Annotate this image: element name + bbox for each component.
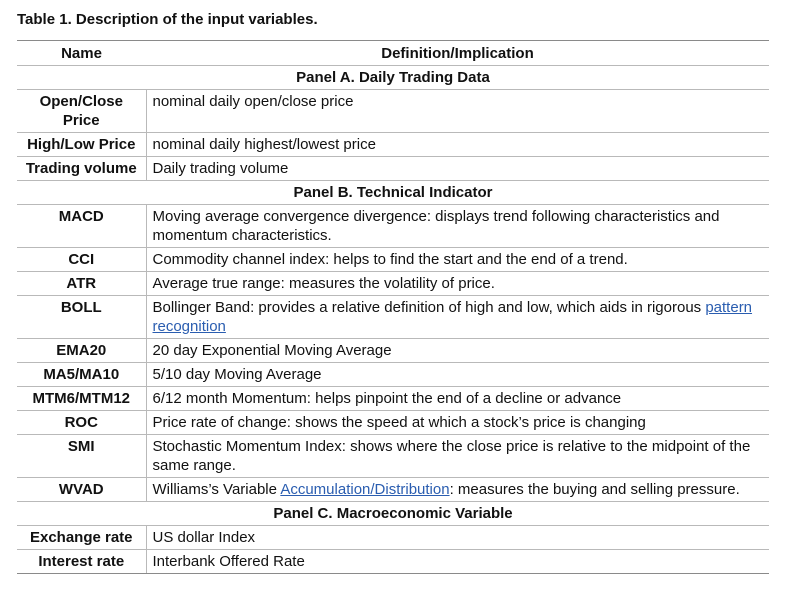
variable-name: MTM6/MTM12	[17, 387, 146, 411]
variable-name: ROC	[17, 411, 146, 435]
definition-text: 5/10 day Moving Average	[152, 366, 322, 383]
variable-name: EMA20	[17, 339, 146, 363]
header-definition: Definition/Implication	[146, 41, 769, 66]
definition-link[interactable]: Accumulation/Distribution	[280, 481, 450, 498]
panel-title: Panel A. Daily Trading Data	[17, 66, 769, 90]
variable-name: Open/Close Price	[17, 90, 146, 133]
variable-name: High/Low Price	[17, 133, 146, 157]
table-caption: Table 1. Description of the input variables.	[17, 11, 318, 28]
variable-name: BOLL	[17, 296, 146, 339]
definition-text: Interbank Offered Rate	[152, 553, 305, 570]
table-row	[17, 133, 769, 157]
variable-definition	[146, 526, 769, 550]
table-row	[17, 339, 769, 363]
variable-definition	[146, 205, 769, 248]
variable-definition	[146, 478, 769, 502]
panel-row	[17, 502, 769, 526]
variable-definition	[146, 339, 769, 363]
definition-text: Average true range: measures the volatility of price.	[152, 275, 495, 292]
definition-text: Williams’s Variable	[152, 481, 281, 498]
panel-title: Panel B. Technical Indicator	[17, 181, 769, 205]
variable-definition	[146, 157, 769, 181]
table-row	[17, 526, 769, 550]
variable-definition	[146, 435, 769, 478]
definition-text: Price rate of change: shows the speed at which a stock’s price is changing	[152, 414, 646, 431]
table-row	[17, 387, 769, 411]
table-row	[17, 296, 769, 339]
variable-definition	[146, 272, 769, 296]
variable-definition	[146, 550, 769, 574]
header-row	[17, 41, 769, 66]
definition-text: Stochastic Momentum Index: shows where the close price is relative to the midpoint of the same range.	[152, 438, 751, 474]
definition-text: : measures the buying and selling pressure.	[449, 481, 740, 498]
panel-row	[17, 181, 769, 205]
definition-link[interactable]: pattern recognition	[152, 299, 753, 335]
table-row	[17, 435, 769, 478]
definition-text: nominal daily highest/lowest price	[152, 136, 376, 153]
variable-definition	[146, 363, 769, 387]
variable-name: Exchange rate	[17, 526, 146, 550]
variable-definition	[146, 90, 769, 133]
variable-definition	[146, 248, 769, 272]
definition-text: nominal daily open/close price	[152, 93, 354, 110]
table-body	[17, 66, 769, 574]
table-row	[17, 478, 769, 502]
definition-text: Moving average convergence divergence: displays trend following characteristics and momentum characteristics.	[152, 208, 720, 244]
variable-definition	[146, 387, 769, 411]
variable-name: Interest rate	[17, 550, 146, 574]
table-row	[17, 550, 769, 574]
definition-text: 20 day Exponential Moving Average	[152, 342, 392, 359]
table-row	[17, 411, 769, 435]
variable-name: ATR	[17, 272, 146, 296]
table-row	[17, 90, 769, 133]
panel-row	[17, 66, 769, 90]
table-row	[17, 248, 769, 272]
variable-name: SMI	[17, 435, 146, 478]
variable-definition	[146, 133, 769, 157]
table-row	[17, 363, 769, 387]
input-variables-table	[17, 40, 769, 574]
table-row	[17, 205, 769, 248]
variable-name: MA5/MA10	[17, 363, 146, 387]
definition-text: Bollinger Band: provides a relative definition of high and low, which aids in rigorous	[152, 299, 706, 316]
panel-title: Panel C. Macroeconomic Variable	[17, 502, 769, 526]
table-row	[17, 157, 769, 181]
table-row	[17, 272, 769, 296]
definition-text: Daily trading volume	[152, 160, 289, 177]
variable-name: MACD	[17, 205, 146, 248]
header-name: Name	[17, 41, 146, 66]
definition-text: US dollar Index	[152, 529, 256, 546]
definition-text: Commodity channel index: helps to find the start and the end of a trend.	[152, 251, 628, 268]
definition-text: 6/12 month Momentum: helps pinpoint the end of a decline or advance	[152, 390, 622, 407]
variable-name: CCI	[17, 248, 146, 272]
variable-definition	[146, 411, 769, 435]
variable-name: Trading volume	[17, 157, 146, 181]
variable-definition	[146, 296, 769, 339]
variable-name: WVAD	[17, 478, 146, 502]
